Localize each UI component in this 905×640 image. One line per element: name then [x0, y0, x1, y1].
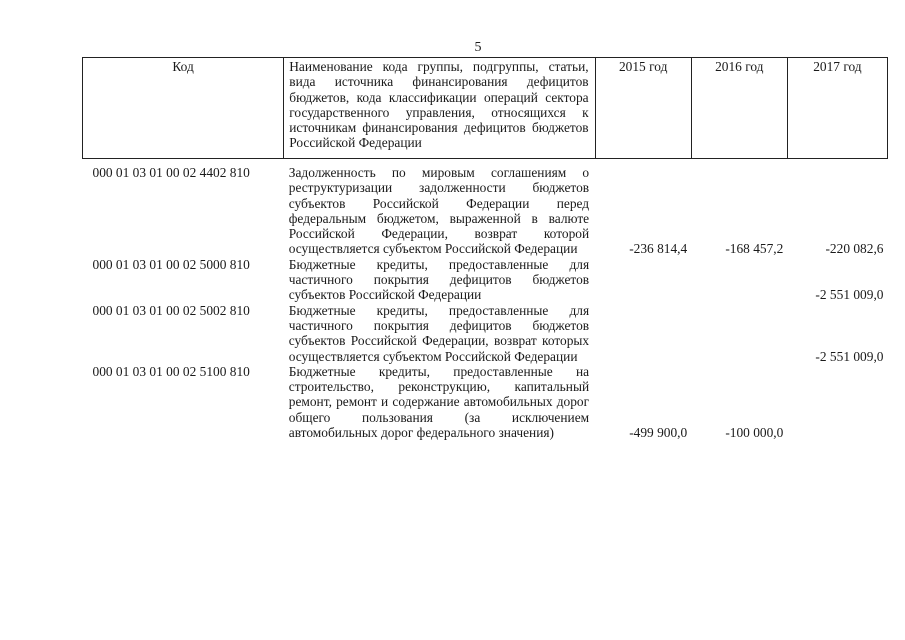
table-row — [83, 257, 888, 303]
row-value-2015 — [595, 257, 691, 303]
row-name: Задолженность по мировым соглашениям о реструктуризации задолженности бюджетов субъектов Российской Федерации перед федеральным бюджетом, выраженной в валюте Российской Федерации, возврат которой осуществляется субъектом Российской Федерации — [288, 165, 590, 257]
header-2015: 2015 год — [595, 58, 691, 159]
table-header-row — [83, 58, 888, 159]
row-value-2015: -499 900,0 — [629, 425, 688, 441]
row-value-2016 — [691, 303, 787, 364]
table-row — [83, 303, 888, 364]
table-row — [83, 364, 888, 440]
row-value-2017: -2 551 009,0 — [815, 348, 884, 364]
row-value-2017 — [787, 364, 887, 440]
row-value-2016 — [691, 257, 787, 303]
row-value-2015 — [595, 303, 691, 364]
table-row — [83, 159, 888, 257]
header-code: Код — [83, 58, 284, 159]
row-value-2016: -100 000,0 — [725, 425, 784, 441]
header-2017: 2017 год — [787, 58, 887, 159]
page-number: 5 — [474, 40, 482, 55]
budget-sources-table — [82, 57, 888, 440]
row-value-2017: -220 082,6 — [825, 241, 884, 257]
row-code: 000 01 03 01 00 02 4402 810 — [92, 165, 250, 180]
row-name: Бюджетные кредиты, предоставленные на строительство, реконструкцию, капитальный ремонт, ремонт и содержание автомобильных дорог общего пользования (за исключением автомобильных дорог федерального значения) — [288, 363, 590, 441]
row-value-2015: -236 814,4 — [629, 241, 688, 257]
header-name: Наименование кода группы, подгруппы, статьи, вида источника финансирования дефицитов бюджетов, кода классификации операций сектора государственного управления, относящихся к источникам финансирования дефицитов бюджетов Российской Федерации — [284, 58, 595, 159]
row-code: 000 01 03 01 00 02 5000 810 — [92, 256, 250, 272]
row-value-2016: -168 457,2 — [725, 241, 784, 257]
row-code: 000 01 03 01 00 02 5002 810 — [92, 302, 250, 318]
row-name: Бюджетные кредиты, предоставленные для частичного покрытия дефицитов бюджетов субъектов Российской Федерации — [288, 256, 590, 303]
row-name: Бюджетные кредиты, предоставленные для частичного покрытия дефицитов бюджетов субъектов Российской Федерации, возврат которых осуществляется субъектом Российской Федерации — [288, 302, 590, 364]
header-2016: 2016 год — [691, 58, 787, 159]
row-value-2017: -2 551 009,0 — [815, 287, 884, 303]
row-code: 000 01 03 01 00 02 5100 810 — [92, 363, 250, 379]
